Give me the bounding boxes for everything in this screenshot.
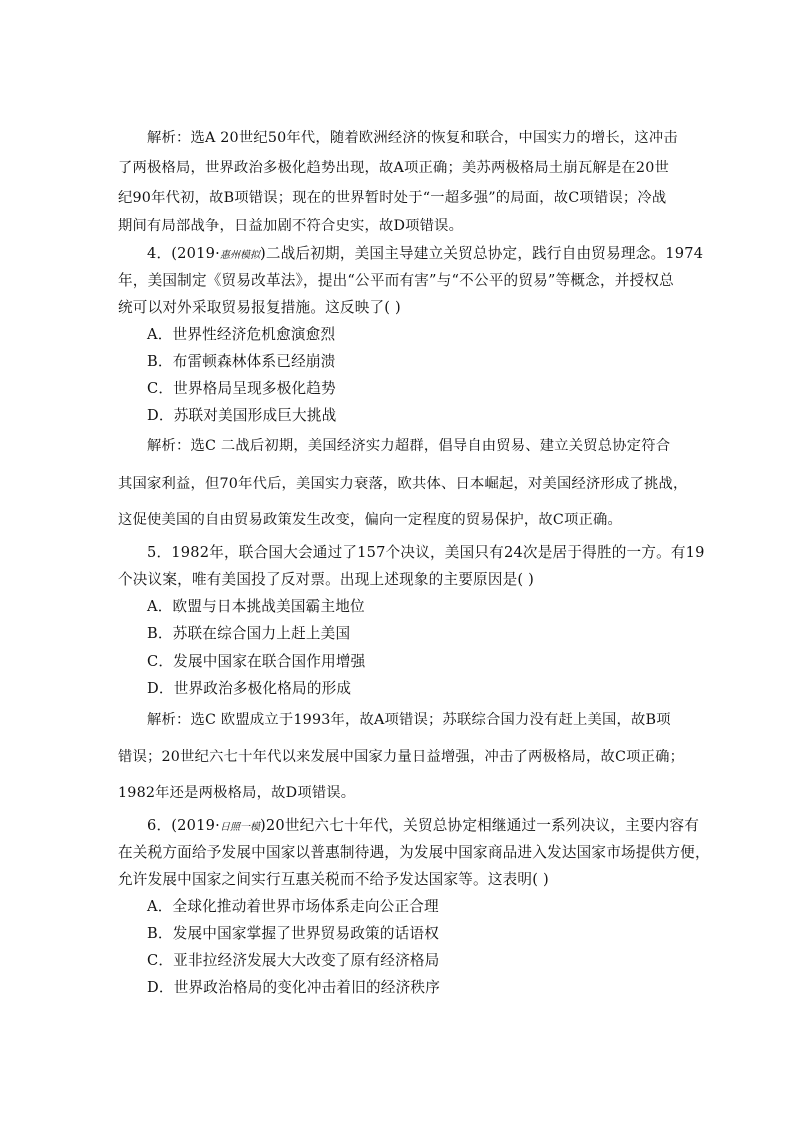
analysis-3-line-3: 纪90年代初，故B项错误；现在的世界暂时处于“一超多强”的局面，故C项错误；冷战 xyxy=(118,190,667,206)
question-5-option-b[interactable]: B．苏联在综合国力上赶上美国 xyxy=(147,625,351,642)
question-5-option-d[interactable]: D．世界政治多极化格局的形成 xyxy=(147,680,352,697)
question-5-stem-line-2: 个决议案，唯有美国投了反对票。出现上述现象的主要原因是( ) xyxy=(118,571,535,588)
question-6-number: 6．(2019· xyxy=(147,817,220,834)
analysis-5-line-1: 解析：选C 欧盟成立于1993年，故A项错误；苏联综合国力没有赶上美国，故B项 xyxy=(147,712,671,728)
question-6-stem-line-1 xyxy=(147,814,699,835)
question-4-stem-line-1 xyxy=(147,242,703,263)
question-6-option-b[interactable]: B．发展中国家掌握了世界贸易政策的话语权 xyxy=(147,925,440,942)
analysis-5-line-2: 错误；20世纪六七十年代以来发展中国家力量日益增强，冲击了两极格局，故C项正确； xyxy=(118,749,685,765)
analysis-3-line-1: 解析：选A 20世纪50年代，随着欧洲经济的恢复和联合，中国实力的增长，这冲击 xyxy=(147,130,678,146)
question-6-option-a[interactable]: A．全球化推动着世界市场体系走向公正合理 xyxy=(147,898,439,915)
question-6-source: 日照一模 xyxy=(219,822,260,833)
question-4-source: 惠州模拟 xyxy=(219,250,260,261)
question-6-stem-line-3: 允许发展中国家之间实行互惠关税而不给予发达国家等。这表明( ) xyxy=(118,871,549,888)
question-5-stem-line-1: 5．1982年，联合国大会通过了157个决议，美国只有24次是居于得胜的一方。有19 xyxy=(147,544,705,561)
question-6-option-c[interactable]: C．亚非拉经济发展大大改变了原有经济格局 xyxy=(147,952,440,969)
question-5-option-a[interactable]: A．欧盟与日本挑战美国霸主地位 xyxy=(147,598,365,615)
analysis-5-line-3: 1982年还是两极格局，故D项错误。 xyxy=(118,785,356,801)
question-6-stem-line-2: 在关税方面给予发展中国家以普惠制待遇，为发展中国家商品进入发达国家市场提供方便， xyxy=(118,844,710,861)
analysis-3-line-2: 了两极格局，世界政治多极化趋势出现，故A项正确；美苏两极格局土崩瓦解是在20世 xyxy=(118,160,670,176)
question-4-number: 4．(2019· xyxy=(147,245,220,262)
question-4-stem-line-2: 年，美国制定《贸易改革法》，提出“公平而有害”与“不公平的贸易”等概念，并授权总 xyxy=(118,272,674,289)
question-6-stem-1: )20世纪六七十年代，关贸总协定相继通过一系列决议，主要内容有 xyxy=(259,817,700,834)
question-4-option-a[interactable]: A．世界性经济危机愈演愈烈 xyxy=(147,326,336,343)
question-4-option-d[interactable]: D．苏联对美国形成巨大挑战 xyxy=(147,407,337,424)
analysis-3-line-4: 期间有局部战争，日益加剧不符合史实，故D项错误。 xyxy=(118,218,464,234)
analysis-4-line-1: 解析：选C 二战后初期，美国经济实力超群，倡导自由贸易、建立关贸总协定符合 xyxy=(147,438,671,454)
analysis-4-line-2: 其国家利益，但70年代后，美国实力衰落，欧共体、日本崛起，对美国经济形成了挑战， xyxy=(118,476,688,492)
analysis-4-line-3: 这促使美国的自由贸易政策发生改变，偏向一定程度的贸易保护，故C项正确。 xyxy=(118,512,623,528)
question-4-option-c[interactable]: C．世界格局呈现多极化趋势 xyxy=(147,380,336,397)
question-4-option-b[interactable]: B．布雷顿森林体系已经崩溃 xyxy=(147,353,336,370)
question-6-option-d[interactable]: D．世界政治格局的变化冲击着旧的经济秩序 xyxy=(147,979,440,996)
question-4-stem-1: )二战后初期，美国主导建立关贸总协定，践行自由贸易理念。1974 xyxy=(259,245,704,262)
question-4-stem-line-3: 统可以对外采取贸易报复措施。这反映了( ) xyxy=(118,299,401,316)
question-5-option-c[interactable]: C．发展中国家在联合国作用增强 xyxy=(147,653,366,670)
